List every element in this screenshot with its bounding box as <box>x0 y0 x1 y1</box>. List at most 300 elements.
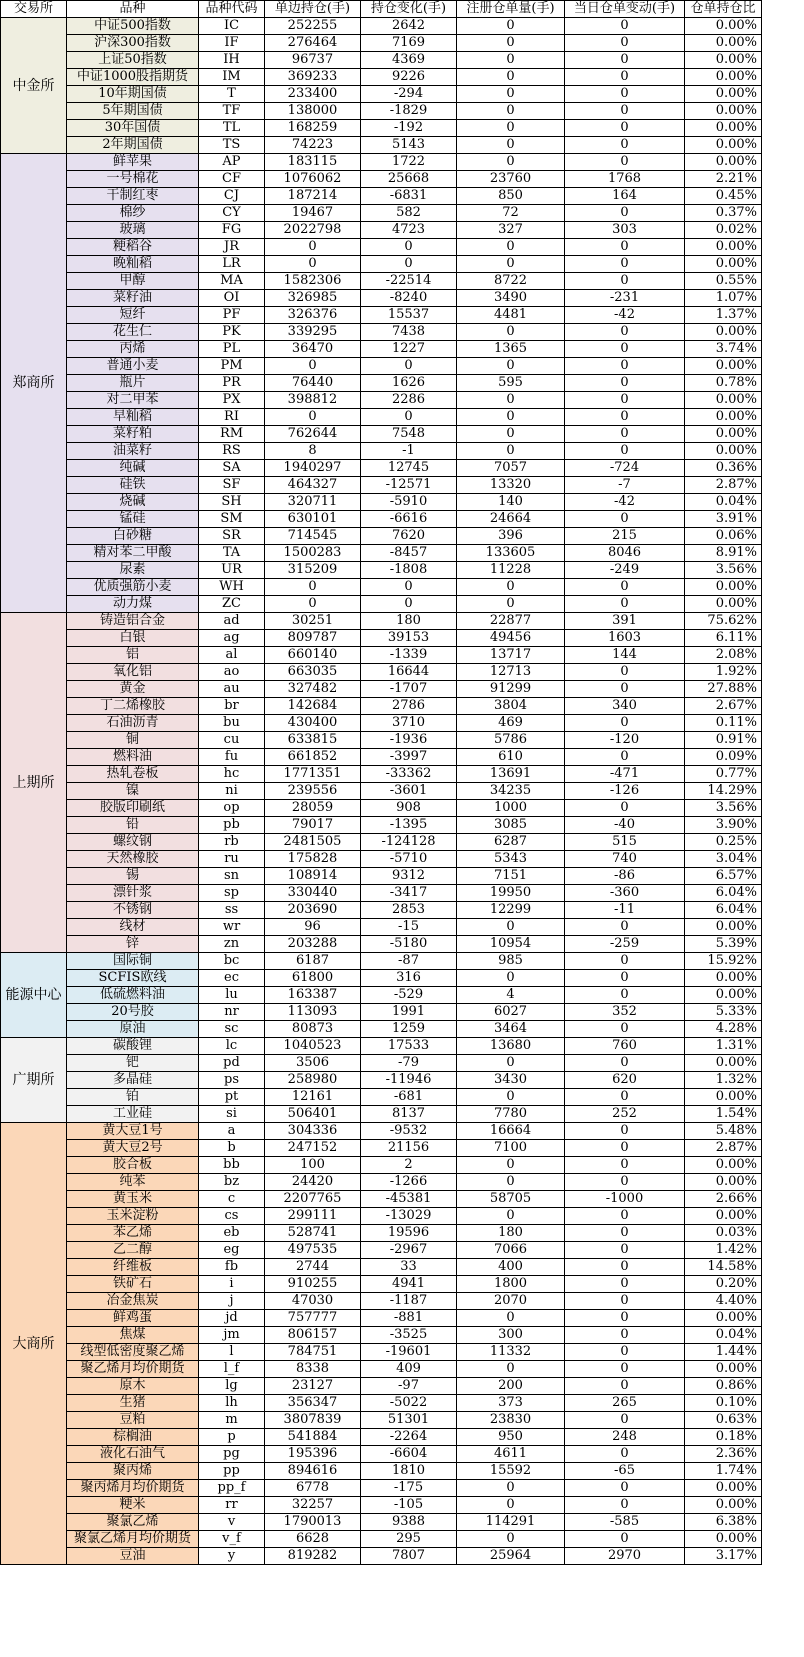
variety-code-cell: v_f <box>199 1531 265 1548</box>
oi-change-cell: 4723 <box>361 222 457 239</box>
warrant-qty-cell: 0 <box>457 239 565 256</box>
variety-code-cell: ps <box>199 1072 265 1089</box>
variety-name-cell: 沪深300指数 <box>67 35 199 52</box>
open-interest-cell: 326376 <box>265 307 361 324</box>
oi-change-cell: 0 <box>361 358 457 375</box>
warrant-ratio-cell: 0.06% <box>685 528 762 545</box>
warrant-qty-cell: 0 <box>457 1531 565 1548</box>
oi-change-cell: -6831 <box>361 188 457 205</box>
warrant-ratio-cell: 3.90% <box>685 817 762 834</box>
variety-code-cell: sp <box>199 885 265 902</box>
open-interest-cell: 30251 <box>265 613 361 630</box>
warrant-qty-cell: 91299 <box>457 681 565 698</box>
warrant-qty-cell: 2070 <box>457 1293 565 1310</box>
open-interest-cell: 819282 <box>265 1548 361 1565</box>
table-row <box>1 69 762 86</box>
warrant-qty-cell: 10954 <box>457 936 565 953</box>
variety-name-cell: 黄金 <box>67 681 199 698</box>
variety-name-cell: 20号胶 <box>67 1004 199 1021</box>
warrant-ratio-cell: 27.88% <box>685 681 762 698</box>
oi-change-cell: -1707 <box>361 681 457 698</box>
oi-change-cell: 17533 <box>361 1038 457 1055</box>
table-row <box>1 1497 762 1514</box>
variety-name-cell: 纯碱 <box>67 460 199 477</box>
oi-change-cell: 7620 <box>361 528 457 545</box>
warrant-change-cell: 0 <box>565 358 685 375</box>
table-row <box>1 1548 762 1565</box>
variety-code-cell: PM <box>199 358 265 375</box>
table-row <box>1 154 762 171</box>
oi-change-cell: -1829 <box>361 103 457 120</box>
variety-name-cell: 纤维板 <box>67 1259 199 1276</box>
variety-code-cell: CJ <box>199 188 265 205</box>
table-row <box>1 86 762 103</box>
warrant-qty-cell: 3464 <box>457 1021 565 1038</box>
table-row <box>1 1072 762 1089</box>
variety-code-cell: PL <box>199 341 265 358</box>
variety-name-cell: 冶金焦炭 <box>67 1293 199 1310</box>
variety-code-cell: UR <box>199 562 265 579</box>
oi-change-cell: -8457 <box>361 545 457 562</box>
warrant-ratio-cell: 0.00% <box>685 987 762 1004</box>
warrant-ratio-cell: 0.02% <box>685 222 762 239</box>
variety-name-cell: 精对苯二甲酸 <box>67 545 199 562</box>
warrant-ratio-cell: 0.00% <box>685 1531 762 1548</box>
open-interest-cell: 784751 <box>265 1344 361 1361</box>
open-interest-cell: 2207765 <box>265 1191 361 1208</box>
warrant-ratio-cell: 8.91% <box>685 545 762 562</box>
table-row <box>1 681 762 698</box>
open-interest-cell: 506401 <box>265 1106 361 1123</box>
oi-change-cell: -19601 <box>361 1344 457 1361</box>
warrant-change-cell: 0 <box>565 800 685 817</box>
variety-code-cell: cs <box>199 1208 265 1225</box>
warrant-change-cell: 340 <box>565 698 685 715</box>
warrant-change-cell: 0 <box>565 1157 685 1174</box>
open-interest-cell: 327482 <box>265 681 361 698</box>
open-interest-cell: 1582306 <box>265 273 361 290</box>
oi-change-cell: -87 <box>361 953 457 970</box>
warrant-change-cell: 515 <box>565 834 685 851</box>
warrant-qty-cell: 0 <box>457 970 565 987</box>
open-interest-cell: 528741 <box>265 1225 361 1242</box>
warrant-qty-cell: 610 <box>457 749 565 766</box>
variety-code-cell: eb <box>199 1225 265 1242</box>
variety-name-cell: 中证1000股指期货 <box>67 69 199 86</box>
warrant-ratio-cell: 2.08% <box>685 647 762 664</box>
warrant-change-cell: 0 <box>565 443 685 460</box>
variety-name-cell: 中证500指数 <box>67 18 199 35</box>
warrant-ratio-cell: 0.00% <box>685 1361 762 1378</box>
warrant-change-cell: 0 <box>565 409 685 426</box>
table-row <box>1 1514 762 1531</box>
open-interest-cell: 247152 <box>265 1140 361 1157</box>
oi-change-cell: 7438 <box>361 324 457 341</box>
warrant-qty-cell: 24664 <box>457 511 565 528</box>
warrant-change-cell: 0 <box>565 664 685 681</box>
warrant-change-cell: 0 <box>565 1140 685 1157</box>
warrant-qty-cell: 0 <box>457 1480 565 1497</box>
warrant-qty-cell: 0 <box>457 86 565 103</box>
warrant-ratio-cell: 1.31% <box>685 1038 762 1055</box>
variety-name-cell: 棉纱 <box>67 205 199 222</box>
open-interest-cell: 497535 <box>265 1242 361 1259</box>
warrant-qty-cell: 133605 <box>457 545 565 562</box>
table-row <box>1 647 762 664</box>
variety-name-cell: 铅 <box>67 817 199 834</box>
open-interest-cell: 464327 <box>265 477 361 494</box>
variety-code-cell: l_f <box>199 1361 265 1378</box>
variety-name-cell: 尿素 <box>67 562 199 579</box>
warrant-change-cell: 0 <box>565 1310 685 1327</box>
open-interest-cell: 894616 <box>265 1463 361 1480</box>
table-row <box>1 1021 762 1038</box>
warrant-qty-cell: 0 <box>457 1174 565 1191</box>
variety-code-cell: PX <box>199 392 265 409</box>
table-row <box>1 239 762 256</box>
oi-change-cell: -1808 <box>361 562 457 579</box>
open-interest-cell: 6187 <box>265 953 361 970</box>
table-row <box>1 613 762 630</box>
warrant-ratio-cell: 0.00% <box>685 919 762 936</box>
open-interest-cell: 806157 <box>265 1327 361 1344</box>
warrant-qty-cell: 400 <box>457 1259 565 1276</box>
warrant-ratio-cell: 15.92% <box>685 953 762 970</box>
warrant-change-cell: 0 <box>565 52 685 69</box>
variety-name-cell: 2年期国债 <box>67 137 199 154</box>
oi-change-cell: 25668 <box>361 171 457 188</box>
variety-code-cell: pb <box>199 817 265 834</box>
variety-name-cell: 燃料油 <box>67 749 199 766</box>
open-interest-cell: 74223 <box>265 137 361 154</box>
variety-code-cell: IC <box>199 18 265 35</box>
variety-name-cell: 豆油 <box>67 1548 199 1565</box>
variety-name-cell: 多晶硅 <box>67 1072 199 1089</box>
warrant-qty-cell: 25964 <box>457 1548 565 1565</box>
warrant-qty-cell: 12713 <box>457 664 565 681</box>
oi-change-cell: -124128 <box>361 834 457 851</box>
warrant-ratio-cell: 0.00% <box>685 1480 762 1497</box>
table-row <box>1 1174 762 1191</box>
oi-change-cell: -5710 <box>361 851 457 868</box>
variety-code-cell: al <box>199 647 265 664</box>
variety-code-cell: rb <box>199 834 265 851</box>
variety-code-cell: lh <box>199 1395 265 1412</box>
warrant-ratio-cell: 0.00% <box>685 579 762 596</box>
open-interest-cell: 661852 <box>265 749 361 766</box>
warrant-ratio-cell: 1.74% <box>685 1463 762 1480</box>
warrant-ratio-cell: 0.00% <box>685 324 762 341</box>
oi-change-cell: -2264 <box>361 1429 457 1446</box>
variety-name-cell: 线材 <box>67 919 199 936</box>
table-row <box>1 205 762 222</box>
warrant-qty-cell: 850 <box>457 188 565 205</box>
variety-name-cell: 低硫燃料油 <box>67 987 199 1004</box>
oi-change-cell: -294 <box>361 86 457 103</box>
warrant-change-cell: -86 <box>565 868 685 885</box>
open-interest-cell: 3807839 <box>265 1412 361 1429</box>
warrant-change-cell: 0 <box>565 1242 685 1259</box>
variety-name-cell: 10年期国债 <box>67 86 199 103</box>
open-interest-cell: 1500283 <box>265 545 361 562</box>
oi-change-cell: -11946 <box>361 1072 457 1089</box>
variety-code-cell: sn <box>199 868 265 885</box>
variety-code-cell: cu <box>199 732 265 749</box>
oi-change-cell: -33362 <box>361 766 457 783</box>
warrant-qty-cell: 114291 <box>457 1514 565 1531</box>
warrant-ratio-cell: 1.32% <box>685 1072 762 1089</box>
table-row <box>1 460 762 477</box>
open-interest-cell: 252255 <box>265 18 361 35</box>
warrant-change-cell: 0 <box>565 1327 685 1344</box>
table-row <box>1 579 762 596</box>
variety-name-cell: 氧化铝 <box>67 664 199 681</box>
variety-name-cell: 国际铜 <box>67 953 199 970</box>
variety-name-cell: 纯苯 <box>67 1174 199 1191</box>
variety-code-cell: lg <box>199 1378 265 1395</box>
open-interest-cell: 8 <box>265 443 361 460</box>
warrant-qty-cell: 19950 <box>457 885 565 902</box>
variety-name-cell: 晚籼稻 <box>67 256 199 273</box>
oi-change-cell: -881 <box>361 1310 457 1327</box>
variety-code-cell: j <box>199 1293 265 1310</box>
table-row <box>1 545 762 562</box>
open-interest-cell: 1076062 <box>265 171 361 188</box>
warrant-ratio-cell: 0.45% <box>685 188 762 205</box>
warrant-ratio-cell: 2.36% <box>685 1446 762 1463</box>
table-row <box>1 1429 762 1446</box>
table-row <box>1 715 762 732</box>
warrant-qty-cell: 180 <box>457 1225 565 1242</box>
variety-code-cell: SM <box>199 511 265 528</box>
variety-name-cell: 铸造铝合金 <box>67 613 199 630</box>
variety-code-cell: OI <box>199 290 265 307</box>
variety-name-cell: 对二甲苯 <box>67 392 199 409</box>
table-row <box>1 494 762 511</box>
variety-code-cell: au <box>199 681 265 698</box>
table-row <box>1 1480 762 1497</box>
warrant-qty-cell: 0 <box>457 137 565 154</box>
warrant-qty-cell: 0 <box>457 1497 565 1514</box>
table-row <box>1 358 762 375</box>
oi-change-cell: -45381 <box>361 1191 457 1208</box>
table-row <box>1 273 762 290</box>
warrant-qty-cell: 3085 <box>457 817 565 834</box>
warrant-qty-cell: 0 <box>457 120 565 137</box>
warrant-qty-cell: 11228 <box>457 562 565 579</box>
variety-code-cell: CY <box>199 205 265 222</box>
warrant-qty-cell: 58705 <box>457 1191 565 1208</box>
oi-change-cell: 0 <box>361 239 457 256</box>
warrant-change-cell: 0 <box>565 1412 685 1429</box>
variety-code-cell: ss <box>199 902 265 919</box>
variety-code-cell: si <box>199 1106 265 1123</box>
open-interest-cell: 809787 <box>265 630 361 647</box>
warrant-qty-cell: 23760 <box>457 171 565 188</box>
oi-change-cell: 1626 <box>361 375 457 392</box>
variety-name-cell: 钯 <box>67 1055 199 1072</box>
open-interest-cell: 142684 <box>265 698 361 715</box>
warrant-qty-cell: 6027 <box>457 1004 565 1021</box>
variety-name-cell: 聚氯乙烯 <box>67 1514 199 1531</box>
oi-change-cell: 1227 <box>361 341 457 358</box>
warrant-qty-cell: 11332 <box>457 1344 565 1361</box>
open-interest-cell: 8338 <box>265 1361 361 1378</box>
oi-change-cell: -79 <box>361 1055 457 1072</box>
header-warrants: 注册仓单量(手) <box>457 1 565 18</box>
variety-name-cell: 胶版印刷纸 <box>67 800 199 817</box>
table-row <box>1 749 762 766</box>
variety-code-cell: eg <box>199 1242 265 1259</box>
warrant-qty-cell: 0 <box>457 358 565 375</box>
warrant-qty-cell: 0 <box>457 1208 565 1225</box>
warrant-change-cell: -231 <box>565 290 685 307</box>
oi-change-cell: 33 <box>361 1259 457 1276</box>
open-interest-cell: 175828 <box>265 851 361 868</box>
variety-name-cell: 干制红枣 <box>67 188 199 205</box>
warrant-qty-cell: 72 <box>457 205 565 222</box>
warrant-change-cell: 0 <box>565 69 685 86</box>
oi-change-cell: -2967 <box>361 1242 457 1259</box>
variety-name-cell: 瓶片 <box>67 375 199 392</box>
warrant-ratio-cell: 0.00% <box>685 52 762 69</box>
oi-change-cell: -9532 <box>361 1123 457 1140</box>
table-row <box>1 851 762 868</box>
warrant-change-cell: 144 <box>565 647 685 664</box>
variety-code-cell: T <box>199 86 265 103</box>
variety-name-cell: 聚丙烯月均价期货 <box>67 1480 199 1497</box>
oi-change-cell: 1991 <box>361 1004 457 1021</box>
variety-name-cell: 苯乙烯 <box>67 1225 199 1242</box>
variety-code-cell: pt <box>199 1089 265 1106</box>
warrant-qty-cell: 5343 <box>457 851 565 868</box>
oi-change-cell: 180 <box>361 613 457 630</box>
warrant-ratio-cell: 4.40% <box>685 1293 762 1310</box>
warrant-ratio-cell: 1.42% <box>685 1242 762 1259</box>
warrant-ratio-cell: 0.00% <box>685 1208 762 1225</box>
warrant-ratio-cell: 0.20% <box>685 1276 762 1293</box>
oi-change-cell: 3710 <box>361 715 457 732</box>
variety-name-cell: 铜 <box>67 732 199 749</box>
warrant-ratio-cell: 0.04% <box>685 1327 762 1344</box>
open-interest-cell: 762644 <box>265 426 361 443</box>
variety-code-cell: SA <box>199 460 265 477</box>
variety-name-cell: SCFIS欧线 <box>67 970 199 987</box>
variety-name-cell: 鲜鸡蛋 <box>67 1310 199 1327</box>
variety-name-cell: 螺纹钢 <box>67 834 199 851</box>
table-row <box>1 1140 762 1157</box>
oi-change-cell: 51301 <box>361 1412 457 1429</box>
variety-name-cell: 生猪 <box>67 1395 199 1412</box>
oi-change-cell: -22514 <box>361 273 457 290</box>
variety-code-cell: v <box>199 1514 265 1531</box>
warrant-change-cell: 303 <box>565 222 685 239</box>
open-interest-cell: 1040523 <box>265 1038 361 1055</box>
warrant-qty-cell: 13680 <box>457 1038 565 1055</box>
variety-name-cell: 菜籽粕 <box>67 426 199 443</box>
oi-change-cell: 9312 <box>361 868 457 885</box>
warrant-change-cell: -11 <box>565 902 685 919</box>
warrant-ratio-cell: 5.33% <box>685 1004 762 1021</box>
variety-code-cell: l <box>199 1344 265 1361</box>
warrant-qty-cell: 1365 <box>457 341 565 358</box>
open-interest-cell: 138000 <box>265 103 361 120</box>
warrant-ratio-cell: 0.55% <box>685 273 762 290</box>
variety-code-cell: RS <box>199 443 265 460</box>
warrant-qty-cell: 3430 <box>457 1072 565 1089</box>
oi-change-cell: 16644 <box>361 664 457 681</box>
table-row <box>1 256 762 273</box>
open-interest-cell: 633815 <box>265 732 361 749</box>
open-interest-cell: 339295 <box>265 324 361 341</box>
warrant-qty-cell: 300 <box>457 1327 565 1344</box>
table-row <box>1 35 762 52</box>
table-row <box>1 630 762 647</box>
oi-change-cell: -1187 <box>361 1293 457 1310</box>
warrant-change-cell: 164 <box>565 188 685 205</box>
variety-name-cell: 热轧卷板 <box>67 766 199 783</box>
table-row <box>1 341 762 358</box>
variety-name-cell: 白银 <box>67 630 199 647</box>
oi-change-cell: -3997 <box>361 749 457 766</box>
variety-code-cell: ec <box>199 970 265 987</box>
variety-name-cell: 5年期国债 <box>67 103 199 120</box>
variety-name-cell: 动力煤 <box>67 596 199 613</box>
open-interest-cell: 320711 <box>265 494 361 511</box>
variety-name-cell: 花生仁 <box>67 324 199 341</box>
open-interest-cell: 326985 <box>265 290 361 307</box>
warrant-qty-cell: 0 <box>457 919 565 936</box>
variety-name-cell: 胶合板 <box>67 1157 199 1174</box>
warrant-change-cell: 0 <box>565 1293 685 1310</box>
warrant-qty-cell: 0 <box>457 154 565 171</box>
table-row <box>1 800 762 817</box>
warrant-ratio-cell: 0.00% <box>685 596 762 613</box>
warrant-change-cell: 252 <box>565 1106 685 1123</box>
warrant-change-cell: 0 <box>565 1123 685 1140</box>
oi-change-cell: 908 <box>361 800 457 817</box>
warrant-change-cell: 0 <box>565 18 685 35</box>
variety-code-cell: jd <box>199 1310 265 1327</box>
variety-code-cell: SF <box>199 477 265 494</box>
variety-name-cell: 工业硅 <box>67 1106 199 1123</box>
variety-code-cell: op <box>199 800 265 817</box>
open-interest-cell: 19467 <box>265 205 361 222</box>
warrant-change-cell: 0 <box>565 1208 685 1225</box>
warrant-qty-cell: 373 <box>457 1395 565 1412</box>
warrant-change-cell: -126 <box>565 783 685 800</box>
warrant-ratio-cell: 0.00% <box>685 137 762 154</box>
variety-code-cell: lu <box>199 987 265 1004</box>
warrant-change-cell: 8046 <box>565 545 685 562</box>
warrant-change-cell: 0 <box>565 324 685 341</box>
warrant-change-cell: 1603 <box>565 630 685 647</box>
warrant-ratio-cell: 0.36% <box>685 460 762 477</box>
variety-name-cell: 短纤 <box>67 307 199 324</box>
warrant-change-cell: 0 <box>565 1446 685 1463</box>
warrant-change-cell: 0 <box>565 1344 685 1361</box>
table-row <box>1 375 762 392</box>
oi-change-cell: -5910 <box>361 494 457 511</box>
variety-code-cell: TF <box>199 103 265 120</box>
oi-change-cell: -13029 <box>361 1208 457 1225</box>
warrant-qty-cell: 49456 <box>457 630 565 647</box>
variety-name-cell: 锡 <box>67 868 199 885</box>
warrant-ratio-cell: 0.00% <box>685 392 762 409</box>
warrant-qty-cell: 7057 <box>457 460 565 477</box>
warrant-qty-cell: 3490 <box>457 290 565 307</box>
warrant-ratio-cell: 1.44% <box>685 1344 762 1361</box>
